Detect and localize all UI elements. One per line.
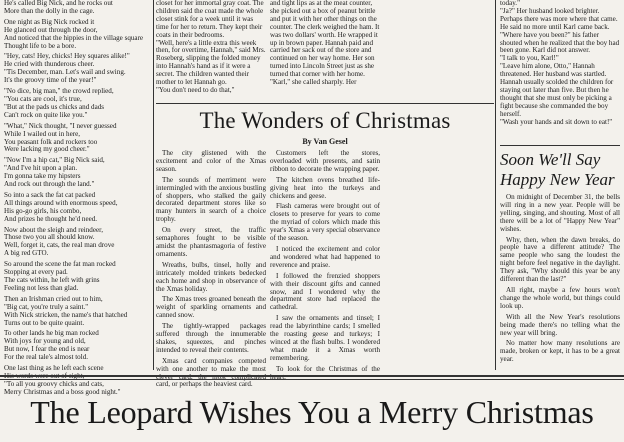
poem-stanza: "What," Nick thought, "I never guessed While I wailed out in here, You peasant folk and rockers too Were lacking my good cheer." xyxy=(4,121,117,154)
poem-stanza: So into a sack the fat cat packed All things around with enormous speed, His go-go girls, his combo, And prizes he thought he'd need. xyxy=(4,190,118,223)
poem-stanza: He's called Big Nick, and he rocks out More than the dolly in the cage. xyxy=(4,0,113,15)
column-divider xyxy=(495,0,496,370)
poem-stanza: So around the scene the fat man rocked Stopping at every pad. The cats within, he left with grins Feeling not less than glad. xyxy=(4,260,116,292)
article-paragraph: The kitchen ovens breathed life-giving heat into the turkeys and chickens and geese. xyxy=(270,175,380,200)
christmas-banner: The Leopard Wishes You a Merry Christmas xyxy=(30,394,594,430)
article-paragraph: Customers left the stores, overloaded with presents, and satin ribbon to decorate the wrapping paper. xyxy=(270,149,380,173)
poem-stanza: "No dice, big man," the crowd replied, "You cats are cool, it's true, "But at the pads us chicks and dads Can't rock on quite like you." xyxy=(4,87,114,119)
poem-stanza: One last thing as he left each scene "To all you groovy chicks and cats, Merry Christmas and a boss good night." xyxy=(4,364,121,396)
section-divider xyxy=(156,103,494,104)
article-paragraph: Xmas card companies competed with one another to make the most card, or perhaps the heaviest card. xyxy=(156,356,266,389)
article-byline: By Van Gesel xyxy=(302,137,348,146)
article-paragraph: With all the New Year's resolutions being made there's no telling what the new year will bring. xyxy=(500,312,620,337)
article-paragraph: The tightly-wrapped packages suffered through the innumerable shakes, squeezes, and pinches intended to reveal their contents. xyxy=(156,322,266,354)
article-headline: The Wonders of Christmas xyxy=(199,108,451,133)
article-paragraph: On every street, the traffic semaphores fought to be visible amidst the phantasmagoria of festive ornaments. xyxy=(156,226,266,258)
story-text: closet for her immortal gray coat. The children said the coat made the whole closet stink for a week until it was time for her to return. They kept their coats in their bedrooms. "Well, here's a little extra this week then, for overtime, Hannah," said Mrs. Roseberg, slipping the folded money into Hannah's hand as if it were a secret. The children wanted their mother to let Hannah go. "You don't need to do that," xyxy=(156,0,266,94)
article-paragraph: No matter how many resolutions are made, broken or kept, it has to be a great year. xyxy=(500,339,620,364)
article-paragraph: I noticed the excitement and color and wondered what had happened to reverence and praise. xyxy=(270,244,380,269)
article-paragraph: The city glistened with the excitement and color of the Xmas season. xyxy=(156,149,266,173)
article-column-2 xyxy=(270,149,380,373)
new-year-headline: Soon We'll Say Happy New Year xyxy=(500,150,615,189)
article-paragraph: The Xmas trees groaned beneath the weight of sparkling ornaments and canned snow. xyxy=(156,295,266,320)
article-paragraph: All right, maybe a few hours won't change the whole world, but things could look up. xyxy=(500,285,620,310)
article-paragraph: I followed the frenzied shoppers with their discount gifts and canned snow, and I wondered why the department store had replaced the cathedral. xyxy=(270,271,380,312)
article-paragraph: I saw the ornaments and tinsel; I read the labyrinthine cards; I smelled the roasting geese and turkeys; I winced at the flash bulbs. I wondered what made it a Xmas worth remembering. xyxy=(270,314,380,362)
poem-stanza: One night as Big Nick rocked it He glanced out through the door, And noticed that the hippies in the village square Thought life to be a bore. xyxy=(4,17,144,50)
column-divider xyxy=(153,0,154,370)
banner-rule-top xyxy=(0,375,624,377)
story-text: today." "Ja?" Her husband looked brighter. Perhaps there was more where that came. He said no more until Karl came back. "Where have you been?" his father shouted when he realized that the boy had been gone. Karl did not answer. "I talk to you, Karl!" "Leave him alone, Otto," Hannah threatened. Her husband was startled. Hannah usually scolded the children for staying out later than five. But then he thought that she must only be picking a fight because she commanded the boy herself. "Wash your hands and sit down to eat!" xyxy=(500,0,620,126)
poem-stanza: "Now I'm a hip cat," Big Nick said, "And I've hit upon a plan. I'm gonna take my hipsters And rock out through the land." xyxy=(4,156,105,189)
new-year-article xyxy=(500,194,620,368)
article-paragraph: Wreaths, bulbs, tinsel, holly and intricately molded trinkets bedecked each home and shop in observance of the Xmas holiday. xyxy=(156,260,266,293)
article-paragraph: The sounds of merriment were intermingled with the anxious bustling of shoppers, who stalked the gaily decorated department stores like so many hunters in search of a choice trophy. xyxy=(156,175,266,224)
poem-stanza: "Hey, cats! Hey, chicks! Hey squares alike!" He cried with thunderous cheer. "Tis December, man. Let's wail and swing. It's the groovy time of the year!" xyxy=(4,52,130,85)
story-continuation-col3 xyxy=(270,0,380,100)
poem-stanza: To other lands he big man rocked With joys for young and old, But now, I fear the end is near For the real tale's almost told. xyxy=(4,329,99,362)
story-continuation-lower xyxy=(384,150,494,368)
article-paragraph: Flash cameras were brought out of closets to preserve for years to come the myriad of colors which made this year's Xmas a very special observance of the season. xyxy=(270,202,380,243)
article-paragraph: Why, then, when the dawn breaks, do people have a different attitude? The same people who sang the loudest the night before feel negative in the daylight. They ask, "Why should this year be any different than the last?" xyxy=(500,235,620,284)
poem-stanza: Then an Irishman cried out to him, "Big cat, you're truly a saint." With Nick stricken, the name's that hatched Turns out to be quite quaint. xyxy=(4,294,128,327)
article-paragraph: On midnight of December 31, the bells will ring in a new year. People will be yelling, singing, and shouting. Most of all there will be a lot of "Happy New Year" wishes. xyxy=(500,193,620,233)
story-text: and tight lips as at the meat counter, she picked out a box of peanut brittle and put it with her other things on the counter. The clerk weighed the ham. It was two dollars' worth. He wrapped it up in brown paper. Hannah paid and carried her sack out of the store and continued on her way home. Her son turned into Lincoln Street just as she turned that corner with her home. "Karl," she called sharply. Her xyxy=(270,0,380,87)
story-continuation-col4 xyxy=(500,0,620,142)
article-paragraph: To look for the Christmas of the xyxy=(276,364,380,373)
christmas-poem xyxy=(4,0,152,396)
story-continuation-col2 xyxy=(156,0,266,100)
banner-rule-thin xyxy=(0,379,624,380)
article-column-1 xyxy=(156,149,266,389)
section-divider xyxy=(500,145,620,146)
poem-stanza: Now about the sleigh and reindeer, Those two you all should know. Well, forget it, cats, the real man drove A big red GTO. xyxy=(4,225,115,258)
